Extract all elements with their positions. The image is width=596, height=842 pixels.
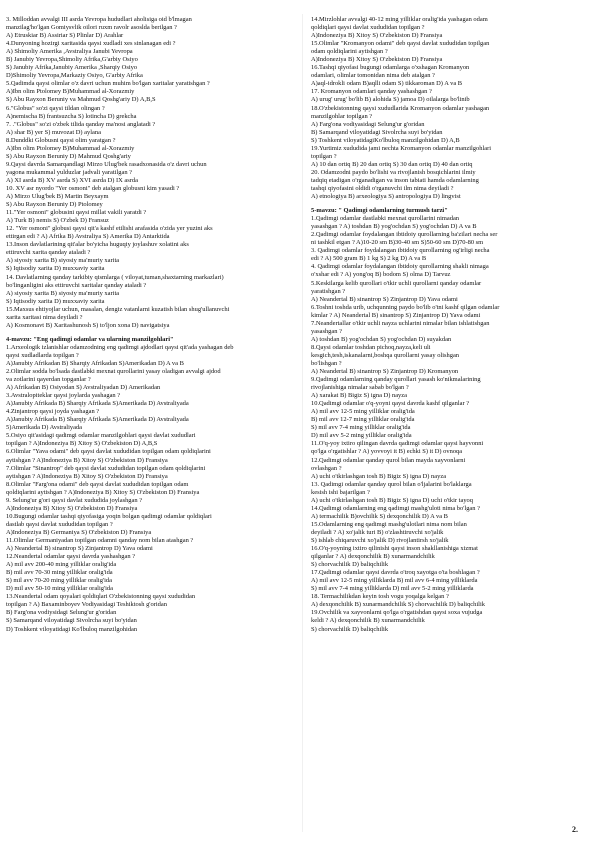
text-line: 13.Neandertal odam qoyalari qoldiqlari O'zbekistonning qaysi xududidan <box>6 593 196 601</box>
text-line: 5.Osiyo qit'asidagi qadimgi odamlar manzilgohlari qaysi davlat xududlari <box>6 432 196 440</box>
text-line: 8.Qaysi odamlar toshdan pichoq,nayza,keli uli <box>311 343 431 351</box>
section-heading: 4-mavzu: "Eng qadimgi odamlar va ularning manzilgohlari" <box>6 335 174 343</box>
text-line: yaratishgan ? <box>311 287 346 295</box>
text-line: qo'lga o'rgatishlar ? A) yovvoyi it B) echki S) it D) ovnoqa <box>311 448 463 456</box>
text-line: yasashgan ? <box>311 327 342 335</box>
text-line: S) Iqtisodiy xarita D) muxxaviy xarita <box>6 297 105 305</box>
text-line: B) mil avv 70-30 ming yilliklar oralig'ida <box>6 569 113 577</box>
text-line: topilgan ? A) Baxaminboyev Vodiyasidagi Teshiktosh g'oridan <box>6 601 167 609</box>
text-line: ettirgan edi ? A) Afrika B) Avstraliya S) Amerika D) Antarktida <box>6 233 170 241</box>
text-line: A) etnologiya B) arxeologiya S) antropologiya D) lingvist <box>311 193 461 201</box>
text-line: 16.Tashqi qiyofasi bugungi odamlarga o'xshagan Kromanyon <box>311 64 470 72</box>
text-line: A)Janubiy Afrikada B) Sharqiy Afrikada S)Amerikada D) Avstraliyada <box>6 416 189 424</box>
text-line: topilgan ? <box>311 152 337 160</box>
text-line: 1.Arxeologik izlanishlar odamzodning eng qadimgi ajdodlari qaysi qit'ada yashagan deb <box>6 343 234 351</box>
text-line: 15.Maxsus ehtiyojlar uchun, masalan, dengiz vatanlarni kuzatish bilan shug'ullanuvchi <box>6 305 230 313</box>
text-line: A) dexqonchilik B) xunarmandchilik S) chorvachilik D) baliqchilik <box>311 601 485 609</box>
text-line: B) Samarqand viloyatidagi Sivolrcha suyi bo'yidan <box>311 128 443 136</box>
text-line: keldi ? A) dexqonchilik B) xunarmandchilik <box>311 617 425 625</box>
text-line: 7.Olimlar "Sinantrop" deb qaysi davlat xududidan topilgan odam qoldiqlarini <box>6 464 206 472</box>
text-line: D)Shimoliy Yevropa,Markaziy Osiyo, G'arbiy Afrika <box>6 72 143 80</box>
text-line: 14.Mirzlohlar avvalgi 40-12 ming yilliklar oralig'ida yashagan odam <box>311 16 488 23</box>
text-line: kimlar ? A) Neandertal B) sinantrop S) Zinjantrop D) Yava odami <box>311 311 481 319</box>
text-line: 11.Olimlar Germaniyadan topilgan odamni qanday nom bilan atashgan ? <box>6 537 194 544</box>
text-line: A)Ibn olim Ptolomey B)Muhammad al-Xorazmiy <box>6 88 135 96</box>
text-line: 13. Qadimgi odamlar qanday qurol bilan o'ljalarini bo'laklarga <box>311 480 472 488</box>
text-line: 10. XV asr nyordo "Yer osmoni" deb atalgan globusni kim yasadi ? <box>6 184 180 192</box>
text-line: 6.Toshni toshda urib, uchqunning paydo bo'lib o'tni kashf qilgan odamlar <box>311 303 500 311</box>
text-line: A) Kosmonavt B) Xaritashunosh S) to'ljon xona D) navigatsiya <box>6 321 170 329</box>
text-line: 13.Inson davlatlarining qit'alar bo'yicha huguqiy joylashuv xolatini aks <box>6 241 189 249</box>
text-line: A) mil avv 200-40 ming yilliklar oralig'ida <box>6 561 117 569</box>
text-line: 10.Bugungi odamlar tashqi qiyofasiga yoqin bolgan qadimgi odamlar qoldiqlari <box>6 512 212 520</box>
text-line: A) mil avv 12-5 ming yilliklar oralig'ida <box>311 408 415 416</box>
text-line: S) Janubiy Afrika,Janubiy Amerika ,Sharqiy Osiyo <box>6 64 138 72</box>
text-line: A)Indoneziya B) Xitoy S) O'zbekiston D) Fransiya <box>311 32 443 40</box>
text-line: 4. Qadimgi odamlar foydalangan ibtidoiy qurollarning shakli nimaga <box>311 263 489 271</box>
text-line: S) Abu Rayxon Beruniy D) Ptolomey <box>6 201 103 209</box>
text-line: 15.Odamlarning eng qadimgi mashg'ulotlari nima nom bilan <box>311 520 467 528</box>
text-line: xarita xaritasi nima deyiladi ? <box>6 313 83 321</box>
text-line: 9.Qadimgi odamlarning qanday qurollari yasash ko'nikmalarining <box>311 376 481 384</box>
text-line: 2.Olimlar sodda bo'lsada dastlabki mexnat qurollarini yasay oladigan avvalgi ajdod <box>6 368 221 376</box>
text-line: A)aql-idrokli odam B)aqlli odam S) tikkaroman D) A va B <box>311 80 463 88</box>
section-heading: 5-mavzu: " Qadimgi odamlarning turmush tarzi" <box>311 207 448 215</box>
text-line: S) mil avv 70-20 ming yilliklar oralig'ida <box>6 577 112 585</box>
text-line: rivojlanishiga nimalar sabab bo'lgan ? <box>311 384 409 392</box>
text-line: bo'linganligini aks ettiruvchi xaritalar qanday ataladi ? <box>6 281 147 289</box>
text-line: 18. Termachilikdan keyin tosh vogu yoqalga kelgan ? <box>311 593 449 601</box>
text-line: A) mil avv 12-5 ming yilliklarda B) mil avv 6-4 ming yilliklarda <box>311 577 478 585</box>
text-line: 5.Qadimda qaysi olimlar o'z davri uchun muhim bo'lgan xaritalar yaratishgan ? <box>6 80 210 88</box>
text-line: 2.Qadimgi odamlar foydalangan ibtidoiy qurollarning ba'zilari necha ser <box>311 231 498 239</box>
text-line: B) Janubiy Yevropa,Shimoliy Afrika,G'arbiy Osiyo <box>6 56 138 64</box>
blank-line <box>311 201 589 205</box>
text-line: 9.Qaysi davrda Samarqandlagi Mirzo Ulug'bek rasadxonasida o'z davri uchun <box>6 160 207 168</box>
text-line: 5.Keskilarga kelib qurollari o'tkir uchli qurollarni qanday odamlar <box>311 279 482 287</box>
text-line: S) Samarqand viloyatidagi Sivolrcha suyi bo'yidan <box>6 617 137 625</box>
text-line: bo'lishgan ? <box>311 359 342 367</box>
text-line: 12. "Yer osmoni" globusi qaysi qit'a kashf etilishi arafasida o'zida yer yuzini aks <box>6 225 213 233</box>
text-line: A) uchi o'tkirlashgan tosh B) Bigiz S) igna D) nayza <box>311 472 447 480</box>
right-column <box>311 16 589 634</box>
text-line: dastlab qaysi davlat xududidan topilgan ? <box>6 520 113 528</box>
text-line: A) Turk B) nemis S) O'zbek D) Fransuz <box>6 217 109 225</box>
text-line: A) siyosiy xarita B) siyosiy ma'muriy xarita <box>6 257 120 265</box>
text-line: topilgan ? A)Indoneziya B) Xitoy S) O'zbekiston D) A,B,S <box>6 440 158 448</box>
text-line: A)Janubiy Afrikada B) Sharqiy Afrikada S)Amerikada D) Avstraliyada <box>6 400 189 408</box>
text-line: 15.Olimlar "Kromanyon odami" deb qaysi davlat xududidan topilgan <box>311 40 490 48</box>
text-line: 8.Dunddki Globusni qaysi olim yaratgan ? <box>6 136 116 144</box>
text-line: 6."Globus" so'zi qaysi tildan olingan ? <box>6 104 105 112</box>
text-line: qaysi xudladlarda topilgan ? <box>6 351 79 359</box>
text-line: 19.Yurtimiz xududida jami nechta Kromanyon odamlar manzilgohlari <box>311 144 492 152</box>
text-line: 14. Davlatlarning qanday tarkibiy qismlarga ( viloyat,tuman,shaxtarning markazlari) <box>6 273 224 281</box>
text-line: deyiladi ? A) xo'jalik turi B) o'zlashtiruvchi xo'jalik <box>311 528 444 536</box>
text-line: S) chorvachilik D) baliqchilik <box>311 625 389 633</box>
text-line: 3. Qadimgi odamlar foydalangan ibtidoiy qurollarning og'irligi necha <box>311 247 490 255</box>
text-line: kesish ishi bajarilgan ? <box>311 488 370 496</box>
text-line: yasashgan ? A) toshdan B) yog'ochdan S) yog'ochdan D) A va B <box>311 223 477 231</box>
text-line: va zotlarini qayerdan topganlar ? <box>6 376 91 384</box>
text-line: A) Neandertal B) sinantrop S) Zinjantrop D) Yava odami <box>311 295 458 303</box>
text-line: A) xarakat B) Bigiz S) igna D) nayza <box>311 392 407 400</box>
text-line: ettiruvchi xarita qanday ataladi ? <box>6 249 91 257</box>
text-line: aytishgan ? A)Indoneziya B) Xitoy S) O'zbekiston D) Fransiya <box>6 472 168 480</box>
text-line: A) shar B) yer S) muvozat D) aylana <box>6 128 101 136</box>
text-line: 5)Amerikada D) Avstraliyada <box>6 424 83 432</box>
text-line: S) mil avv 7-4 ming yilliklarda D) mil avv 5-2 ming yilliklarda <box>311 585 474 593</box>
text-line: odam qoldiqlarini aytishgan ? <box>311 48 388 56</box>
text-line: ovlashgan ? <box>311 464 342 472</box>
text-line: 3.Avstralopiteklar qaysi joylarda yashagan ? <box>6 392 121 400</box>
text-line: ni tashkil etgan ? A)10-20 sm B)30-40 sm S)50-60 sm D)70-80 sm <box>311 239 484 247</box>
text-line: B) Farg'ona vodiysidagi Selung'ur g'oridan <box>6 609 117 617</box>
text-line: A) Mirzo Ulug'bek B) Martin Beyxaym <box>6 193 109 201</box>
text-line: aytishgan ? A)Indoneziya B) Xitoy S) O'zbekiston D) Fransiya <box>6 456 168 464</box>
text-line: 4.Dunyoning hozirgi xaritasida qaysi xudladi xes sinlanagan edi ? <box>6 40 176 48</box>
text-line: 4.Zinjantrop qaysi joyda yashagan ? <box>6 408 100 416</box>
text-line: 18.O'zbekistonning qaysi xududlarida Kromanyon odamlar yashagan <box>311 104 490 112</box>
text-line: kesgich,tesh,iskanalarni,boshqa qurollarni yasay olishgan <box>311 351 460 359</box>
text-line: qoldiqlarini aytishgan ? A)Indoneziya B) Xitoy S) O'zbekiston D) Fransiya <box>6 488 200 496</box>
text-line: 11."Yer osmoni" globusini qaysi millat vakili yaratdi ? <box>6 209 147 217</box>
text-line: A) Farg'ona vodiyasidagi Selung'ur g'oridan <box>311 120 425 128</box>
text-line: A) uchi o'tkirlashgan tosh B) Bigiz S) igna D) uchi o'tkir tayoq <box>311 496 473 504</box>
text-line: S) Iqtisodiy xarita D) muxxaviy xarita <box>6 265 105 273</box>
page-number: 2. <box>572 825 578 834</box>
text-line: 12.Neandertal odamlar qaysi davrda yashashgan ? <box>6 553 136 561</box>
text-line: yagona mukammal yulduzlar jadvali yaratilgan ? <box>6 168 133 176</box>
column-divider <box>302 14 303 832</box>
text-line: A) termachilik B)ovchilik S) dexqonchilik D) A va B <box>311 512 448 520</box>
text-line: A) urug' urug' bo'lib B) alohida S) jamoa D) oilalarga bo'linib <box>311 96 470 104</box>
text-line: S) Abu Rayxon Beruniy D) Mahmud Qoshg'ariy <box>6 152 131 160</box>
text-line: 3. Milloddan avvalgi III asrda Yevropa hududlari aholisiga oid b'lmagan <box>6 16 192 23</box>
text-line: tashqi qiyofasini oldidi o'rganuvchi ilm nima deyiladi ? <box>311 184 454 192</box>
text-line: edi ? A) 500 gram B) 1 kg S) 2 kg D) A va B <box>311 255 427 263</box>
text-line: 19.Ovchilik va xayvonlarni qo'lga o'rgatishdan qaysi soxa vujudga <box>311 609 483 617</box>
text-line: A) toshdan B) yog'ochdan S) yog'ochdan D) suyakdan <box>311 335 452 343</box>
left-column <box>6 16 284 634</box>
text-line: 14.Qadimgi odamlarning eng qadimgi mashg'uloti nima bo'lgan ? <box>311 504 480 512</box>
text-line: A) Shimoliy Amerika ,Avstraliya Janubi Yevropa <box>6 48 133 56</box>
text-line: odamlari, olimlar tomonidan nima deb atalgan ? <box>311 72 435 80</box>
text-line: tadqiq etadigan o'rganadigan va inson tabiati hamda odamlarning <box>311 176 479 184</box>
text-line: A)Ibn olim Ptolomey B)Muhammad al-Xorazmiy <box>6 144 135 152</box>
text-line: manzilgohlar topilgan ? <box>311 112 373 120</box>
blank-line <box>6 330 284 334</box>
text-line: A)Indoneziya B) Xitoy S) O'zbekiston D) Fransiya <box>6 504 138 512</box>
text-line: 16.O'q-yoyning ixtiro qilinishi qaysi inson shakllanishiga xizmat <box>311 545 478 553</box>
text-line: S) ishlab chiqaruvchi xo'jalik D) rivojlantirsh xo'jalik <box>311 537 449 544</box>
text-line: 11.O'q-yoy ixtiro qilingan davrda qadimgi odamlar qaysi hayvonni <box>311 440 484 448</box>
text-line: manzilag'ho'lgan Gomiysvlik oilori ruxm ravolr asoslda berilgan ? <box>6 24 177 32</box>
text-line: o'xshar edi ? A) yong'oq B) bodom S) olma D) Tarvuz <box>311 271 451 279</box>
text-line: A)nemischa B) frantsuzcha S) lotincha D) grekcha <box>6 112 137 120</box>
text-line: B) mil avv 12-7 ming yilliklar oralig'ida <box>311 416 415 424</box>
text-line: 12.Qadimgi odamlar qanday qurol bilan mayda xayvonlarni <box>311 456 466 464</box>
text-line: S) mil avv 7-4 ming yilliklar oralig'ida <box>311 424 411 432</box>
text-line: A) 10 dan ortiq B) 20 dan ortiq S) 30 dan ortiq D) 40 dan ortiq <box>311 160 473 168</box>
text-line: 10.Qadimgi odamlar o'q-yoyni qaysi davrda kashf qilganlar ? <box>311 400 470 408</box>
text-line: A) siyosiy xarita B) siyosiy ma'muriy xarita <box>6 289 120 297</box>
text-line: 7. ."Globus" so'zi o'zbek tilida qanday ma'nosi anglatadi ? <box>6 120 156 128</box>
text-line: D) mil avv 50-10 ming yilliklar oralig'ida <box>6 585 114 593</box>
text-line: 17.Qadimgi odamlar qaysi davrda o'troq xayotga o'ta boshlagan ? <box>311 569 480 577</box>
text-line: A) Etruskiar B) Assiriar S) Plinlar D) Arahlar <box>6 32 124 40</box>
text-line: qoldiqlari qaysi davlat xududidan topilgan ? <box>311 24 425 32</box>
text-line: S) chorvachilik D) baliqchilik <box>311 561 389 569</box>
text-line: A)Janubiy Afrikadan B) Sharqiy Afrikadan S)Amerikadan D) A va B <box>6 359 184 367</box>
text-line: A) Neandertal B) sinantrop S) Zinjantrop D) Yava odami <box>6 545 153 553</box>
text-line: 6.Olimlar "Yava odami" deb qaysi davlat xududidan topilgan odam qoldiqlarini <box>6 448 211 456</box>
text-line: 9. Selung'ur g'ori qaysi davlat xududida joylashgan ? <box>6 496 143 504</box>
text-line: A) Afrikadan B) Osiyodan S) Avstraliyadan D) Amerikadan <box>6 384 161 392</box>
text-line: 8.Olimlar "Farg'ona odami" deb qaysi davlat xududidan topilgan odam <box>6 480 189 488</box>
text-line: 20. Odamzodni paydo bo'lishi va rivojlanish bosqichlarini ilmiy <box>311 168 476 176</box>
text-line: 1.Qadimgi odamlar dastlabki mexnat qurollarini nimadan <box>311 215 460 223</box>
text-line: D) mil avv 5-2 ming yilliklar oralig'ida <box>311 432 412 440</box>
text-line: 7.Neandertallar o'tkir uchli nayza uchlarini nimalar bilan ishlatishgan <box>311 319 490 327</box>
text-line: A)Indoneziya B) Xitoy S) O'zbekiston D) Fransiya <box>311 56 443 64</box>
text-line: 17. Kromanyon odamlari qanday yashashgan ? <box>311 88 432 96</box>
text-line: A)Indoneziya B) Germaniya S) O'zbekiston D) Fransiya <box>6 528 152 536</box>
text-line: A) Neandertal B) sinantrop S) Zinjantrop D) Kromanyon <box>311 368 459 376</box>
text-line: D) Toshkent viloyatidagi Ko'lbuloq manzilgohidan <box>6 625 138 633</box>
text-line: S) Abu Rayxon Beruniy va Mahmud Qoshg'ariy D) A,B,S <box>6 96 156 104</box>
text-line: A) XI asrda B) XV asrda S) XVI asrda D) IX asrda <box>6 176 138 184</box>
text-line: S) Toshkent viloyatidagiKo'lbuloq manzilgohidan D) A,B <box>311 136 460 144</box>
text-line: qilganlar ? A) dexqonchilik B) xunarmandchilik <box>311 553 435 561</box>
